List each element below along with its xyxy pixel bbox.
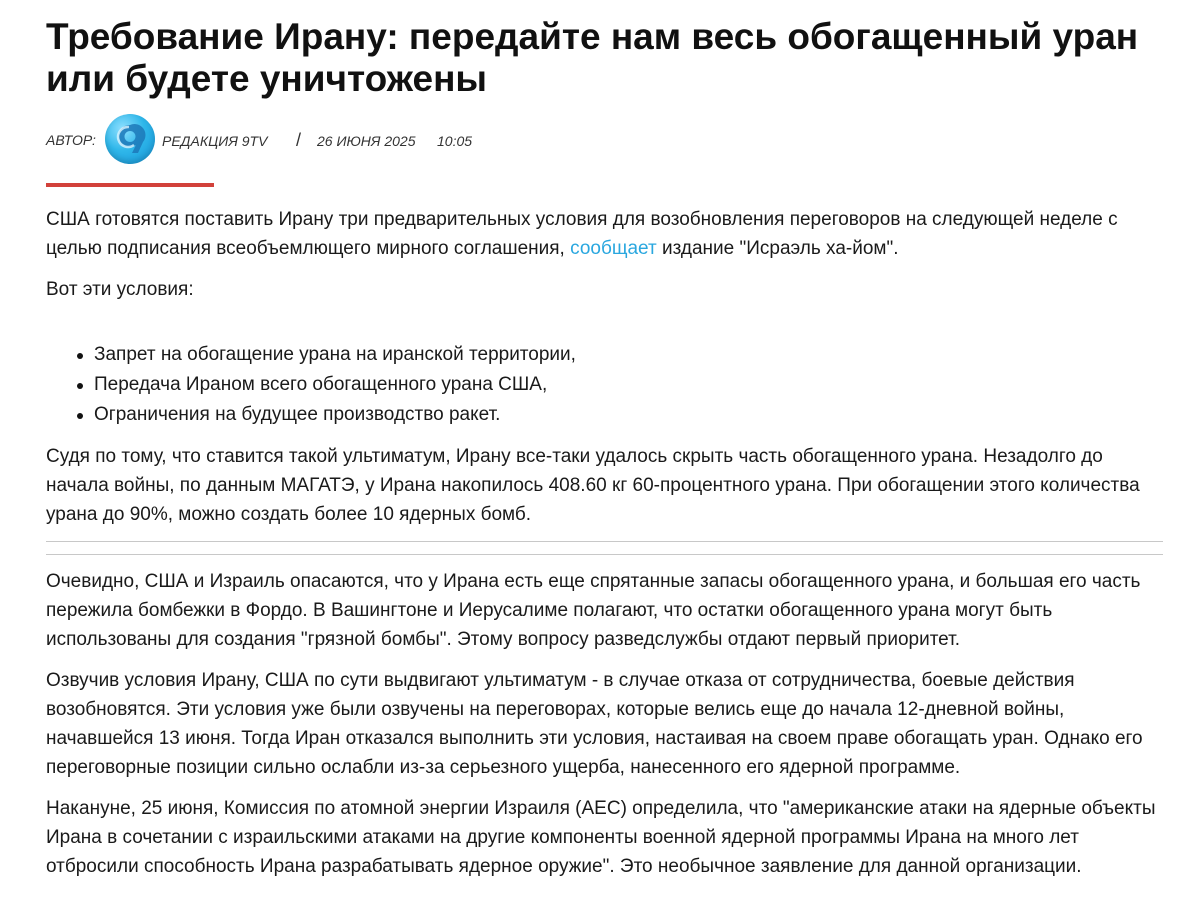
list-item: Запрет на обогащение урана на иранской территории, <box>94 340 1163 370</box>
publish-date: 26 ИЮНЯ 2025 <box>317 133 416 149</box>
author-label: АВТОР: <box>46 132 96 148</box>
paragraph: Судя по тому, что ставится такой ультиматум, Ирану все-таки удалось скрыть часть обогащенного урана. Незадолго до начала войны, по данным МАГАТЭ, у Ирана накопилось 408.60 кг 60-процентного урана. При обогащении этого количества урана до 90%, можно создать более 10 ядерных бомб. <box>46 446 1140 525</box>
source-link[interactable]: сообщает <box>570 238 657 259</box>
paragraph: Озвучив условия Ирану, США по сути выдвигают ультиматум - в случае отказа от сотрудничества, боевые действия возобновятся. Эти условия уже были озвучены на переговорах, которые велись еще до начала 12-дневной войны, начавшейся 13 июня. Тогда Иран отказался выполнить эти условия, настаивая на своем праве обогащать уран. Однако его переговорные позиции сильно ослабли из-за серьезного ущерба, нанесенного его ядерной программе. <box>46 670 1143 778</box>
list-item: Передача Ираном всего обогащенного урана США, <box>94 370 1163 400</box>
article-title: Требование Ирану: передайте нам весь обогащенный уран или будете уничтожены <box>46 16 1139 99</box>
divider <box>46 554 1163 555</box>
author-name[interactable]: РЕДАКЦИЯ 9TV <box>162 133 268 149</box>
intro-text: США готовятся поставить Ирану три предварительных условия для возобновления переговоров на следующей неделе с целью подписания всеобъемлющего мирного соглашения, <box>46 209 1118 259</box>
article-body <box>46 205 1163 893</box>
conditions-list <box>46 340 1163 430</box>
divider <box>46 541 1163 542</box>
article-meta <box>46 114 746 166</box>
intro-paragraph <box>46 205 1163 263</box>
meta-separator: / <box>296 130 302 150</box>
9tv-logo-icon[interactable] <box>105 114 155 164</box>
conditions-lead: Вот эти условия: <box>46 279 194 300</box>
list-item: Ограничения на будущее производство ракет. <box>94 400 1163 430</box>
publish-time: 10:05 <box>437 133 473 149</box>
intro-text-end: издание "Исраэль ха-йом". <box>656 238 899 259</box>
paragraph: Очевидно, США и Израиль опасаются, что у Ирана есть еще спрятанные запасы обогащенного урана, и большая его часть пережила бомбежки в Фордо. В Вашингтоне и Иерусалиме полагают, что остатки обогащенного урана могут быть использованы для создания "грязной бомбы". Этому вопросу разведслужбы отдают первый приоритет. <box>46 571 1141 650</box>
paragraph: Накануне, 25 июня, Комиссия по атомной энергии Израиля (AEC) определила, что "американские атаки на ядерные объекты Ирана в сочетании с израильскими атаками на другие компоненты военной ядерной программы Ирана на много лет отбросили способность Ирана разрабатывать ядерное оружие". Это необычное заявление для данной организации. <box>46 798 1156 877</box>
title-accent-line <box>46 183 214 187</box>
